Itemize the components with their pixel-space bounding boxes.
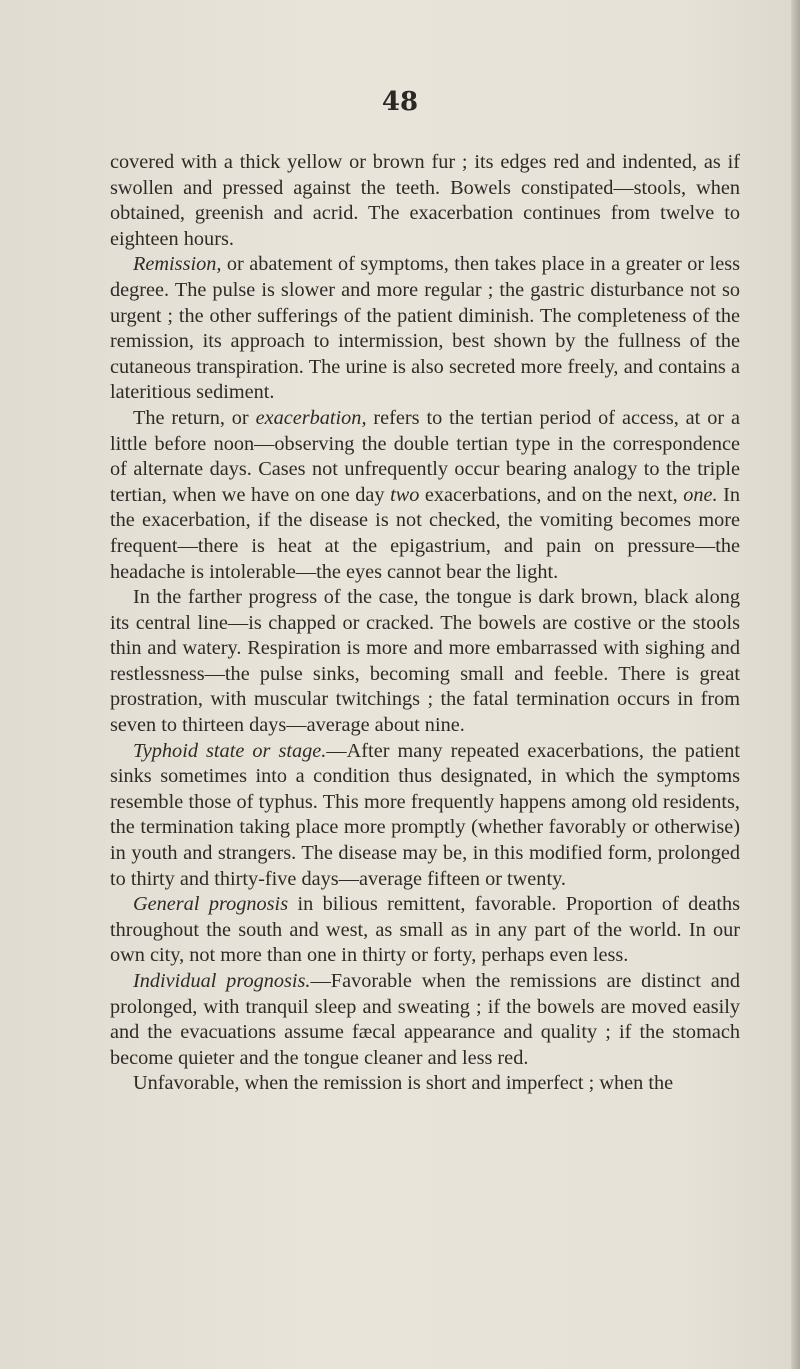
italic-heading: Individual prognosis. (133, 970, 311, 992)
italic-term: exacerbation, (255, 406, 367, 429)
italic-heading: General prognosis (133, 893, 289, 916)
italic-heading: Typhoid state or stage. (133, 739, 327, 762)
italic-term: two (390, 483, 420, 506)
italic-term: one. (683, 483, 718, 506)
body-text (110, 150, 740, 1097)
paragraph-unfavorable: Unfavorable, when the remission is short and imperfect ; when the (133, 1072, 674, 1095)
paragraph-individual-prognosis: Individual prognosis.—Favorable when the remissions are distinct and prolonged, with tranquil sleep and sweating ; if the bowels are moved easily and the evacuations assume fæcal appearance and quality ; if the stomach become quieter and the tongue cleaner and less red. (110, 970, 740, 1069)
page-edge (791, 0, 800, 1369)
paragraph-remission: Remission, or abatement of symptoms, then takes place in a greater or less degree. The pulse is slower and more regular ; the gastric disturbance not so urgent ; the other sufferings of the patient diminish. The completeness of the remission, its approach to intermission, best shown by the fullness of the cutaneous transpiration. The urine is also secreted more freely, and contains a lateritious sediment. (110, 253, 740, 404)
italic-heading: Remission, (133, 253, 222, 276)
paragraph-continuation: covered with a thick yellow or brown fur ; its edges red and indented, as if swollen and pressed against the teeth. Bowels constipated—stools, when obtained, greenish and acrid. The exacerbation continues from twelve to eighteen hours. (110, 151, 740, 250)
paragraph-general-prognosis: General prognosis in bilious remittent, favorable. Proportion of deaths throughout the south and west, as small as in any part of the world. In our own city, not more than one in thirty or forty, perhaps even less. (110, 893, 740, 967)
paragraph-typhoid: Typhoid state or stage.—After many repeated exacerbations, the patient sinks sometimes into a condition thus designated, in which the symptoms resemble those of typhus. This more frequently happens among old residents, the termination taking place more promptly (whether favorably or otherwise) in youth and strangers. The disease may be, in this modified form, prolonged to thirty and thirty-five days—average fifteen or twenty. (110, 739, 740, 890)
paragraph-progress: In the farther progress of the case, the tongue is dark brown, black along its central line—is chapped or cracked. The bowels are costive or the stools thin and watery. Respiration is more and more embarrassed with sighing and restlessness—the pulse sinks, becoming small and feeble. There is great prostration, with muscular twitchings ; the fatal termination occurs in from seven to thirteen days—average about nine. (110, 586, 740, 737)
paragraph-exacerbation: The return, or exacerbation, refers to the tertian period of access, at or a little before noon—observing the double tertian type in the correspondence of alternate days. Cases not unfrequently occur bearing analogy to the triple tertian, when we have on one day two exacerbations, and on the next, one. In the exacerbation, if the disease is not checked, the vomiting becomes more frequent—there is heat at the epigastrium, and pain on pressure—the headache is intolerable—the eyes cannot bear the light. (110, 406, 741, 583)
page-number: 48 (381, 87, 419, 117)
